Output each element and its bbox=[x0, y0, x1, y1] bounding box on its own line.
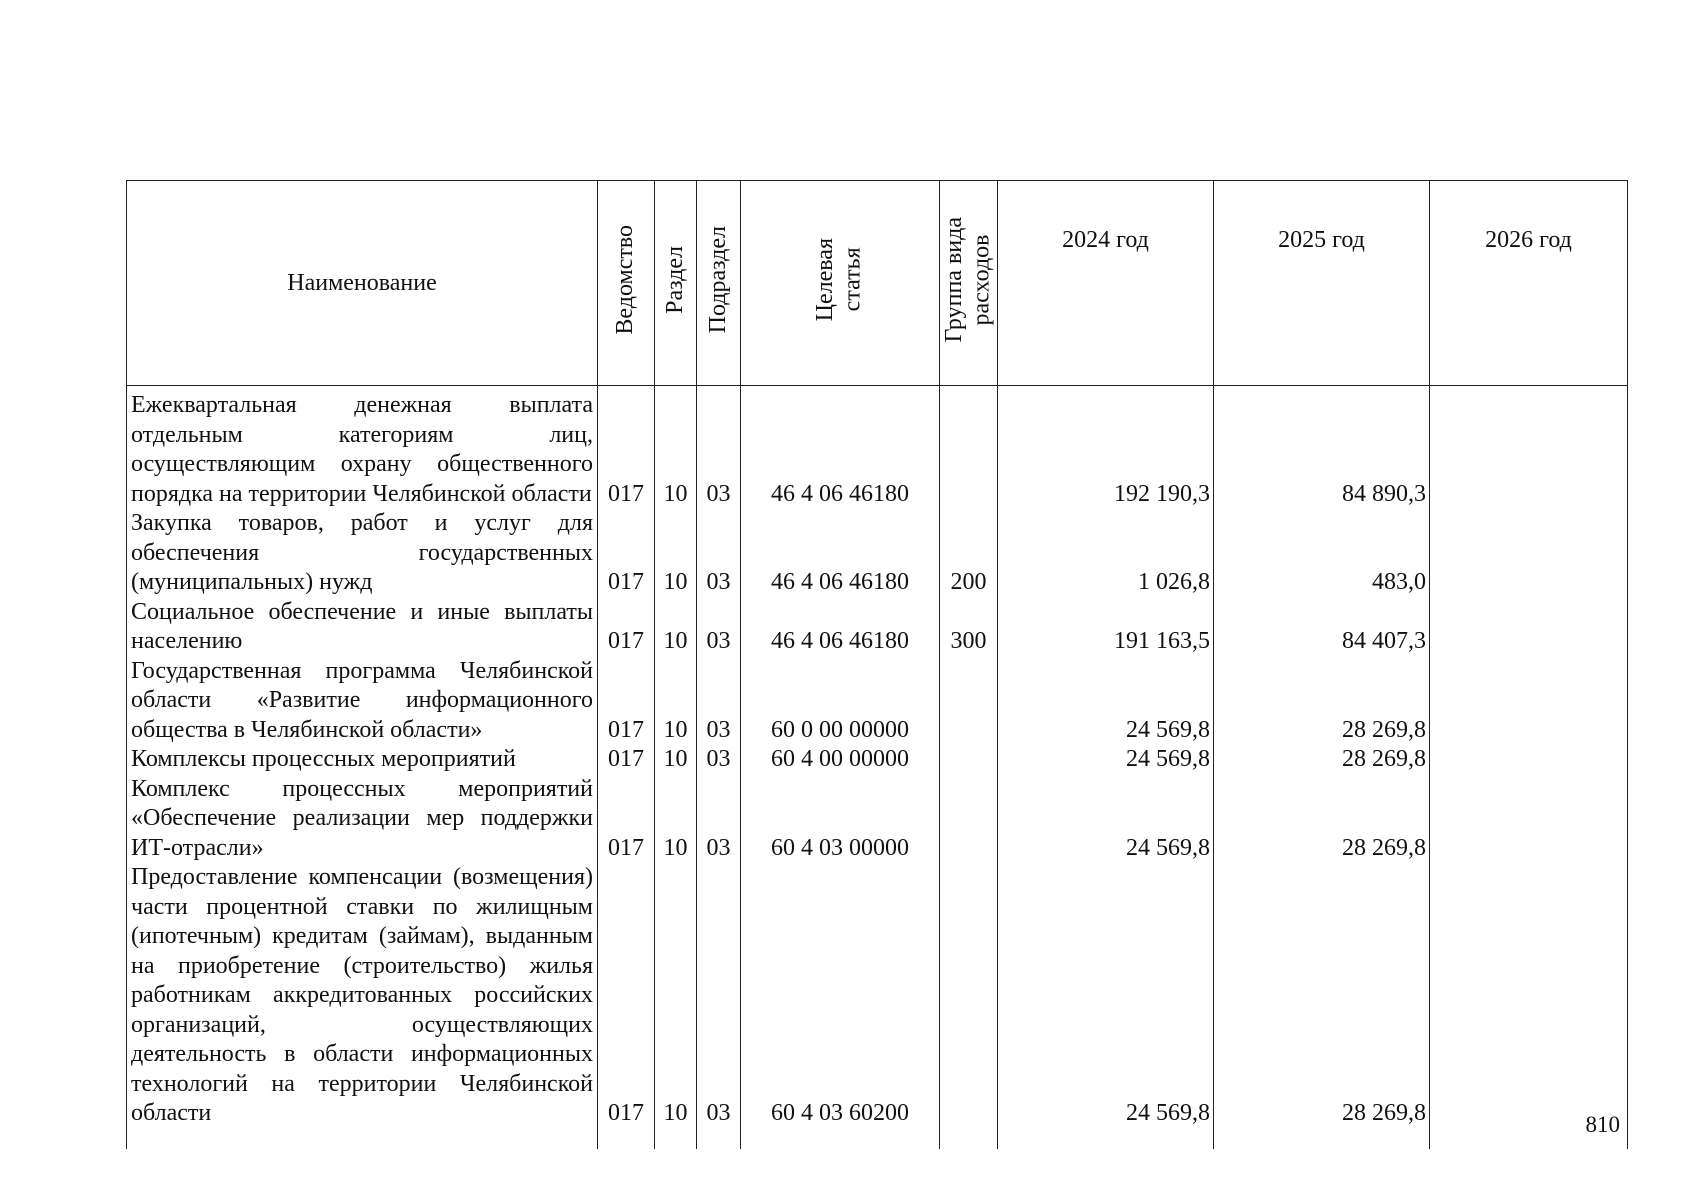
table-row bbox=[127, 598, 1628, 657]
row-expense-group: 200 bbox=[940, 509, 998, 598]
row-name: Государственная программа Челябинской области «Развитие информационного общества в Челябинской области» bbox=[127, 657, 598, 746]
table-row bbox=[127, 509, 1628, 598]
header-target: Целевая статья bbox=[741, 181, 940, 386]
row-2024: 24 569,8 bbox=[998, 745, 1214, 775]
row-subsection: 03 bbox=[697, 386, 741, 510]
table-row bbox=[127, 745, 1628, 775]
row-2024: 1 026,8 bbox=[998, 509, 1214, 598]
row-expense-group bbox=[940, 657, 998, 746]
row-name: Закупка товаров, работ и услуг для обеспечения государственных (муниципальных) нужд bbox=[127, 509, 598, 598]
header-subsection: Подраздел bbox=[697, 181, 741, 386]
row-name: Предоставление компенсации (возмещения) части процентной ставки по жилищным (ипотечным) кредитам (займам), выданным на приобретение (строительство) жилья работникам аккредитованных российских организаций, осуществляющих деятельность в области информационных технологий на территории Челябинской области bbox=[127, 863, 598, 1129]
row-target: 46 4 06 46180 bbox=[741, 598, 940, 657]
row-target: 46 4 06 46180 bbox=[741, 386, 940, 510]
row-department: 017 bbox=[598, 863, 655, 1129]
row-section: 10 bbox=[655, 657, 697, 746]
header-department: Ведомство bbox=[598, 181, 655, 386]
row-expense-group bbox=[940, 863, 998, 1129]
row-2026 bbox=[1430, 386, 1628, 510]
row-department: 017 bbox=[598, 386, 655, 510]
header-section: Раздел bbox=[655, 181, 697, 386]
row-name: Комплексы процессных мероприятий bbox=[127, 745, 598, 775]
row-2024: 192 190,3 bbox=[998, 386, 1214, 510]
row-2024: 24 569,8 bbox=[998, 863, 1214, 1129]
budget-table bbox=[126, 180, 1628, 1149]
row-target: 60 4 03 00000 bbox=[741, 775, 940, 864]
table-row bbox=[127, 657, 1628, 746]
row-section: 10 bbox=[655, 745, 697, 775]
row-2026 bbox=[1430, 863, 1628, 1129]
row-target: 60 4 03 60200 bbox=[741, 863, 940, 1129]
row-expense-group bbox=[940, 745, 998, 775]
row-2025: 28 269,8 bbox=[1214, 745, 1430, 775]
row-2025: 84 890,3 bbox=[1214, 386, 1430, 510]
row-subsection: 03 bbox=[697, 775, 741, 864]
row-2026 bbox=[1430, 598, 1628, 657]
row-2026 bbox=[1430, 745, 1628, 775]
row-section: 10 bbox=[655, 386, 697, 510]
row-2024: 24 569,8 bbox=[998, 657, 1214, 746]
row-expense-group bbox=[940, 775, 998, 864]
table-row bbox=[127, 863, 1628, 1129]
row-target: 60 4 00 00000 bbox=[741, 745, 940, 775]
row-subsection: 03 bbox=[697, 509, 741, 598]
row-department: 017 bbox=[598, 775, 655, 864]
header-name: Наименование bbox=[127, 181, 598, 386]
header-2024: 2024 год bbox=[998, 181, 1214, 386]
header-2025: 2025 год bbox=[1214, 181, 1430, 386]
row-subsection: 03 bbox=[697, 657, 741, 746]
row-section: 10 bbox=[655, 863, 697, 1129]
header-2026: 2026 год bbox=[1430, 181, 1628, 386]
table-row bbox=[127, 775, 1628, 864]
row-expense-group: 300 bbox=[940, 598, 998, 657]
row-name: Ежеквартальная денежная выплата отдельным категориям лиц, осуществляющим охрану общественного порядка на территории Челябинской области bbox=[127, 386, 598, 510]
row-section: 10 bbox=[655, 509, 697, 598]
row-department: 017 bbox=[598, 509, 655, 598]
row-2026 bbox=[1430, 657, 1628, 746]
row-target: 60 0 00 00000 bbox=[741, 657, 940, 746]
row-subsection: 03 bbox=[697, 598, 741, 657]
header-expense-group: Группа вида расходов bbox=[940, 181, 998, 386]
header-row bbox=[127, 181, 1628, 386]
row-2025: 28 269,8 bbox=[1214, 657, 1430, 746]
row-2024: 191 163,5 bbox=[998, 598, 1214, 657]
row-department: 017 bbox=[598, 745, 655, 775]
row-2025: 483,0 bbox=[1214, 509, 1430, 598]
table-continuation-row bbox=[127, 1129, 1628, 1149]
row-2025: 28 269,8 bbox=[1214, 863, 1430, 1129]
row-2024: 24 569,8 bbox=[998, 775, 1214, 864]
row-2025: 84 407,3 bbox=[1214, 598, 1430, 657]
row-expense-group bbox=[940, 386, 998, 510]
row-subsection: 03 bbox=[697, 745, 741, 775]
row-name: Комплекс процессных мероприятий «Обеспечение реализации мер поддержки ИТ-отрасли» bbox=[127, 775, 598, 864]
table-row bbox=[127, 386, 1628, 510]
row-department: 017 bbox=[598, 598, 655, 657]
row-target: 46 4 06 46180 bbox=[741, 509, 940, 598]
row-subsection: 03 bbox=[697, 863, 741, 1129]
row-section: 10 bbox=[655, 775, 697, 864]
row-2026 bbox=[1430, 775, 1628, 864]
row-section: 10 bbox=[655, 598, 697, 657]
page-number: 810 bbox=[1585, 1112, 1620, 1137]
row-name: Социальное обеспечение и иные выплаты населению bbox=[127, 598, 598, 657]
row-department: 017 bbox=[598, 657, 655, 746]
row-2026 bbox=[1430, 509, 1628, 598]
row-2025: 28 269,8 bbox=[1214, 775, 1430, 864]
